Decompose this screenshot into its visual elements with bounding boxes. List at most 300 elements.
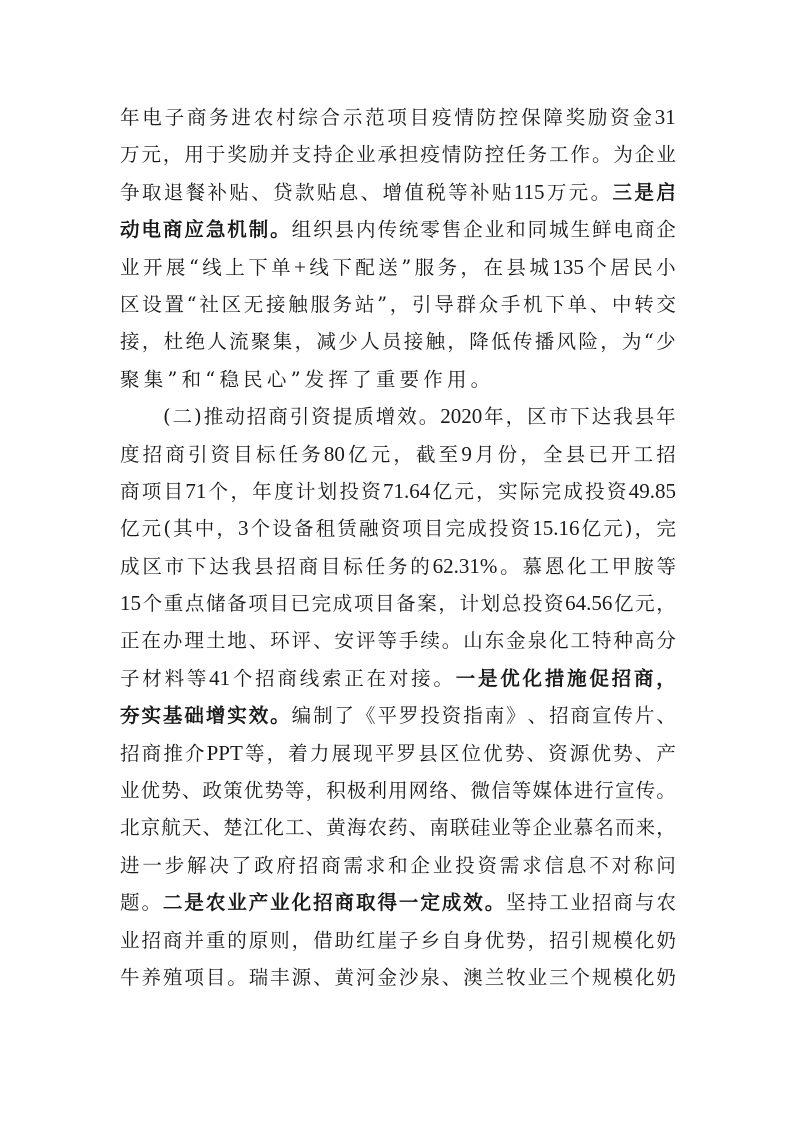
body-text: 案 xyxy=(417,592,437,616)
bold-heading-text: 夯 xyxy=(120,704,140,728)
body-text: 下 xyxy=(248,255,268,279)
section-heading-text: 商 xyxy=(268,405,288,429)
bold-heading-text: 础 xyxy=(184,704,204,728)
body-text: 71 xyxy=(185,478,207,503)
body-text: 业 xyxy=(120,779,140,803)
body-text: 续 xyxy=(420,629,440,653)
bold-heading-text: 实 xyxy=(227,704,247,728)
body-text: 络 xyxy=(429,779,449,803)
body-text: 网 xyxy=(408,779,429,803)
body-text: 化 xyxy=(549,629,569,653)
paragraph-p2-investment xyxy=(120,398,676,996)
body-text: 下 xyxy=(332,255,352,279)
body-text: 生 xyxy=(570,218,591,242)
body-text: 、 xyxy=(360,180,381,204)
body-text: 元 xyxy=(568,180,589,204)
text-line xyxy=(120,174,676,211)
body-text: 人 xyxy=(360,330,380,354)
body-text: 优 xyxy=(483,741,503,765)
body-text: 奶 xyxy=(656,928,676,952)
body-text: 服 xyxy=(310,292,330,316)
body-text: 71.64 xyxy=(383,478,431,503)
body-text: 9 xyxy=(461,441,472,466)
body-text: 线 xyxy=(202,255,222,279)
body-text: 城 xyxy=(549,218,569,242)
body-text: ， xyxy=(447,330,467,354)
body-text: 支 xyxy=(291,143,312,167)
body-text: 、 xyxy=(589,292,610,316)
body-text: 势 xyxy=(161,779,181,803)
body-text: 发 xyxy=(304,367,329,391)
body-text: 称 xyxy=(633,853,654,877)
body-text: 县 xyxy=(565,442,586,466)
body-text: 等 xyxy=(511,816,532,840)
body-text: 子 xyxy=(398,928,419,952)
body-text: 风 xyxy=(556,330,577,354)
body-text: 少 xyxy=(338,330,358,354)
body-text: 无 xyxy=(243,292,264,316)
body-text: 资 xyxy=(477,853,498,877)
body-text: 个 xyxy=(570,965,591,989)
body-text: 极 xyxy=(346,779,367,803)
body-text: 成 xyxy=(467,517,487,541)
body-text: 计 xyxy=(295,479,316,503)
body-text: 农 xyxy=(367,816,388,840)
body-text: 标 xyxy=(255,442,276,466)
text-line xyxy=(120,847,676,884)
body-text: 招 xyxy=(298,853,319,877)
body-text: 贴 xyxy=(316,180,337,204)
body-text: 进 xyxy=(120,853,140,877)
body-text: 了 xyxy=(334,704,355,728)
bold-heading-text: 动 xyxy=(120,218,140,242)
body-text: ” xyxy=(401,255,412,279)
text-line xyxy=(120,884,676,921)
body-text: 为 xyxy=(622,330,642,354)
body-text: 源 xyxy=(291,965,312,989)
body-text: 正 xyxy=(344,666,364,690)
body-text: 群 xyxy=(456,292,476,316)
body-text: 亿 xyxy=(581,517,602,541)
bold-heading-text: 。 xyxy=(484,891,505,915)
body-text: 业 xyxy=(570,891,591,915)
body-text: 区 xyxy=(120,292,140,316)
body-text: 份 xyxy=(497,442,518,466)
body-text: 站 xyxy=(354,292,375,316)
body-text: 等 xyxy=(244,741,265,765)
body-text: 范 xyxy=(365,106,385,129)
body-text: 障 xyxy=(543,106,563,129)
body-text: 在 xyxy=(366,666,387,690)
body-text: 则 xyxy=(270,928,290,952)
body-text: 个 xyxy=(142,592,163,616)
body-text: 置 xyxy=(164,292,184,316)
body-text: 业 xyxy=(484,218,505,242)
body-text: 完 xyxy=(311,592,332,616)
body-text: 送 xyxy=(378,255,398,279)
paragraph-p1-continuation xyxy=(120,99,676,398)
body-text: 元 xyxy=(635,592,655,616)
body-text: 综 xyxy=(298,106,318,129)
body-text: 展 xyxy=(165,255,186,279)
body-text: 民 xyxy=(633,255,653,279)
body-text: 成 xyxy=(332,592,353,616)
body-text: 统 xyxy=(398,218,419,242)
body-text: 南 xyxy=(429,816,449,840)
body-text: 小 xyxy=(656,255,676,279)
body-text: 疫 xyxy=(431,106,452,129)
body-text: 名 xyxy=(594,816,614,840)
body-text: ， xyxy=(291,928,312,952)
body-text: 贴 xyxy=(229,180,249,204)
body-text: 同 xyxy=(527,218,548,242)
body-text: 恩 xyxy=(544,554,565,578)
section-heading-text: 提 xyxy=(332,405,353,429)
body-text: 企 xyxy=(334,143,355,167)
body-text: 工 xyxy=(570,629,591,653)
body-text: 养 xyxy=(141,965,161,989)
body-text: 的 xyxy=(410,554,430,578)
body-text: 防 xyxy=(476,106,497,129)
body-text: 慕 xyxy=(522,554,542,578)
body-text: 引 xyxy=(412,292,432,316)
body-text: 项 xyxy=(141,479,162,503)
body-text: 招 xyxy=(142,442,163,466)
body-text: 牧 xyxy=(506,965,526,989)
bold-heading-text: 业 xyxy=(270,891,290,915)
body-text: 优 xyxy=(140,779,161,803)
body-text: 资 xyxy=(380,517,401,541)
body-text: 任 xyxy=(365,554,386,578)
body-text: 县 xyxy=(418,741,438,765)
body-text: 年 xyxy=(120,106,140,129)
body-text: 的 xyxy=(227,928,247,952)
body-text: 商 xyxy=(186,106,207,129)
body-text: 优 xyxy=(243,779,264,803)
body-text: 产 xyxy=(656,741,676,765)
body-text: 并 xyxy=(184,928,204,952)
body-text: 安 xyxy=(334,629,355,653)
bold-heading-text: 基 xyxy=(162,704,183,728)
body-text: 区 xyxy=(221,292,242,316)
body-text: 编 xyxy=(291,704,312,728)
body-text: 了 xyxy=(352,367,376,391)
body-text: 社 xyxy=(199,292,219,316)
body-text: 开 xyxy=(610,442,631,466)
body-text: 达 xyxy=(591,405,612,429)
section-heading-text: 效 xyxy=(397,405,417,429)
body-text: 接 xyxy=(411,666,431,690)
body-text: 补 xyxy=(470,180,490,204)
body-text: 际 xyxy=(519,479,540,503)
body-text: 商 xyxy=(321,853,341,877)
body-text: + xyxy=(294,254,306,279)
body-text: 一 xyxy=(142,853,162,877)
body-text: 点 xyxy=(184,592,205,616)
body-text: 总 xyxy=(501,592,522,616)
body-text: 情 xyxy=(454,106,474,129)
body-text: 工 xyxy=(549,891,569,915)
body-text: 求 xyxy=(522,853,542,877)
body-text: 年 xyxy=(656,405,676,429)
body-text: 稳 xyxy=(219,367,244,391)
body-text: 招 xyxy=(549,928,569,952)
body-text: 取 xyxy=(141,180,162,204)
bold-heading-text: 招 xyxy=(611,666,632,690)
body-text: 务 xyxy=(301,442,321,466)
body-text: 个 xyxy=(587,255,607,279)
body-text: 补 xyxy=(207,180,228,204)
body-text: 投 xyxy=(455,853,475,877)
body-text: 坚 xyxy=(506,891,526,915)
bold-heading-text: 是 xyxy=(634,180,654,204)
body-text: 划 xyxy=(480,592,501,616)
body-text: 防 xyxy=(463,143,483,167)
body-text: 成 xyxy=(120,554,140,578)
body-text: 播 xyxy=(534,330,555,354)
body-text: 项 xyxy=(387,106,407,129)
body-text: 微 xyxy=(470,779,491,803)
body-text: ” xyxy=(167,367,182,391)
body-text: 评 xyxy=(291,629,312,653)
body-text: 退 xyxy=(163,180,184,204)
body-text: 不 xyxy=(589,853,609,877)
body-text: 索 xyxy=(322,666,342,690)
body-text: 工 xyxy=(285,816,305,840)
body-text: 办 xyxy=(162,629,183,653)
body-text: 泉 xyxy=(420,965,440,989)
body-text: 等 xyxy=(377,629,397,653)
body-text: 计 xyxy=(459,592,479,616)
body-text: 融 xyxy=(358,517,379,541)
body-text: 慕 xyxy=(573,816,594,840)
body-text: 、 xyxy=(181,779,202,803)
bold-heading-text: 制 xyxy=(248,218,269,242)
body-text: 农 xyxy=(656,891,676,915)
body-text: 储 xyxy=(205,592,226,616)
body-text: 和 xyxy=(506,218,526,242)
body-text: 保 xyxy=(521,106,541,129)
body-text: 交 xyxy=(656,292,676,316)
body-text: 目 xyxy=(320,554,341,578)
body-text: 值 xyxy=(404,180,424,204)
body-text: 题 xyxy=(120,891,140,915)
body-text: 135 xyxy=(552,254,584,279)
text-line xyxy=(120,959,676,996)
bold-heading-text: 招 xyxy=(313,891,333,915)
body-text: 开 xyxy=(142,255,163,279)
body-text: 设 xyxy=(272,517,292,541)
body-text: 赁 xyxy=(337,517,357,541)
body-text: 挥 xyxy=(328,367,353,391)
body-text: 》 xyxy=(506,704,526,728)
body-text: 居 xyxy=(610,255,630,279)
body-text: 税 xyxy=(426,180,446,204)
body-text: “ xyxy=(205,367,220,391)
body-text: 等 xyxy=(186,666,207,690)
body-text: 借 xyxy=(313,928,333,952)
body-text: 。 xyxy=(433,666,453,690)
body-text: 达 xyxy=(209,554,229,578)
body-text: 低 xyxy=(491,330,511,354)
body-text: 电 xyxy=(613,218,633,242)
body-text: 楚 xyxy=(223,816,243,840)
body-text: 。 xyxy=(470,367,495,391)
body-text: ( xyxy=(163,517,171,541)
body-text: 、 xyxy=(656,704,676,728)
section-heading-text: 引 xyxy=(289,405,310,429)
body-text: 甲 xyxy=(611,554,632,578)
body-text: 高 xyxy=(634,629,655,653)
body-text: 澳 xyxy=(463,965,483,989)
body-text: 疫 xyxy=(420,143,440,167)
bold-heading-text: 一 xyxy=(455,666,476,690)
body-text: 平 xyxy=(374,741,395,765)
body-text: 。 xyxy=(591,143,612,167)
body-text: 县 xyxy=(506,255,526,279)
body-text: 众 xyxy=(478,292,499,316)
body-text: 传 xyxy=(613,704,633,728)
body-text: 宣 xyxy=(615,779,635,803)
body-text: 项 xyxy=(248,592,268,616)
body-text: 元 xyxy=(141,517,162,541)
body-text: 介 xyxy=(184,741,205,765)
body-text: 招 xyxy=(141,928,161,952)
body-text: 解 xyxy=(187,853,207,877)
body-text: 接 xyxy=(403,330,424,354)
text-line xyxy=(120,735,676,772)
body-text: 绝 xyxy=(185,330,205,354)
body-text: 餐 xyxy=(185,180,206,204)
bold-heading-text: 商 xyxy=(334,891,355,915)
body-text: 中 xyxy=(194,517,215,541)
body-text: 人 xyxy=(207,330,227,354)
body-text: 项 xyxy=(353,592,374,616)
body-text: 、 xyxy=(313,965,333,989)
bold-heading-text: 措 xyxy=(544,666,565,690)
body-text: 集 xyxy=(143,367,168,391)
body-text: 土 xyxy=(205,629,226,653)
body-text: 度 xyxy=(120,442,140,466)
body-text: 触 xyxy=(288,292,308,316)
bold-heading-text: 商 xyxy=(162,218,183,242)
text-line xyxy=(120,622,676,659)
body-text: 硅 xyxy=(470,816,491,840)
body-text: 完 xyxy=(541,479,562,503)
body-text: 个 xyxy=(232,666,253,690)
body-text: 心 xyxy=(266,367,291,391)
body-text: 投 xyxy=(585,479,605,503)
body-text: 115 xyxy=(513,179,545,204)
body-text: 胺 xyxy=(634,554,654,578)
body-text: 流 xyxy=(229,330,249,354)
body-text: 、 xyxy=(202,816,223,840)
body-text: 聚 xyxy=(250,330,271,354)
body-text: 山 xyxy=(463,629,483,653)
bold-heading-text: 产 xyxy=(248,891,269,915)
body-text: 年 xyxy=(252,479,272,503)
body-text: ， xyxy=(216,517,236,541)
body-text: 江 xyxy=(243,816,264,840)
body-text: 。 xyxy=(656,779,676,803)
body-text: 目 xyxy=(409,106,430,129)
body-text: “ xyxy=(643,330,654,354)
body-text: 单 xyxy=(567,292,588,316)
text-line xyxy=(120,809,676,846)
body-text: 务 xyxy=(387,554,408,578)
body-text: 上 xyxy=(225,255,245,279)
body-text: 奖 xyxy=(565,106,586,129)
body-text: 资 xyxy=(361,479,381,503)
body-text: 料 xyxy=(164,666,185,690)
bold-heading-text: 。 xyxy=(270,218,290,242)
body-text: 步 xyxy=(164,853,185,877)
body-text: 县 xyxy=(634,405,655,429)
text-line xyxy=(120,398,676,435)
body-text: 息 xyxy=(566,853,587,877)
body-text: 机 xyxy=(523,292,543,316)
body-text: ， xyxy=(634,517,655,541)
body-text: ， xyxy=(266,741,287,765)
body-text: 任 xyxy=(278,442,299,466)
body-text: 。 xyxy=(227,965,247,989)
body-text: 黄 xyxy=(334,965,355,989)
section-heading-text: ( xyxy=(163,405,171,429)
body-text: 电 xyxy=(142,106,162,129)
body-text: 业 xyxy=(527,965,548,989)
body-text: 商 xyxy=(570,704,591,728)
body-text: ， xyxy=(141,330,162,354)
body-text: 化 xyxy=(567,554,587,578)
body-text: 传 xyxy=(512,330,533,354)
body-text: 在 xyxy=(483,255,503,279)
body-text: 三 xyxy=(549,965,569,989)
body-text: 化 xyxy=(264,816,284,840)
body-text: 自 xyxy=(441,928,462,952)
body-text: ) xyxy=(624,517,633,541)
body-text: 工 xyxy=(589,554,609,578)
body-text: 目 xyxy=(423,517,444,541)
body-text: 41 xyxy=(209,665,231,690)
section-heading-text: 动 xyxy=(225,405,245,429)
body-text: ， xyxy=(527,928,548,952)
body-text: 聚 xyxy=(120,367,144,391)
body-text: 企 xyxy=(656,218,676,242)
body-text: 对 xyxy=(388,666,409,690)
body-text: 红 xyxy=(355,928,376,952)
body-text: 问 xyxy=(656,853,676,877)
body-text: 担 xyxy=(398,143,419,167)
body-text: 海 xyxy=(346,816,367,840)
body-text: 亿 xyxy=(348,442,368,466)
text-line xyxy=(120,510,676,547)
body-text: 元 xyxy=(370,442,391,466)
body-text: 亿 xyxy=(120,517,140,541)
body-text: 商 xyxy=(141,741,162,765)
body-text: 需 xyxy=(343,853,363,877)
body-text: 体 xyxy=(553,779,573,803)
body-text: 利 xyxy=(367,779,388,803)
body-text: 分 xyxy=(656,629,676,653)
section-heading-text: 增 xyxy=(375,405,396,429)
body-text: 府 xyxy=(276,853,296,877)
body-text: 媒 xyxy=(532,779,553,803)
body-text: 业 xyxy=(120,928,140,952)
body-text: 实 xyxy=(497,479,518,503)
body-text: 地 xyxy=(227,629,247,653)
body-text: 政 xyxy=(202,779,223,803)
body-text: 势 xyxy=(613,741,633,765)
